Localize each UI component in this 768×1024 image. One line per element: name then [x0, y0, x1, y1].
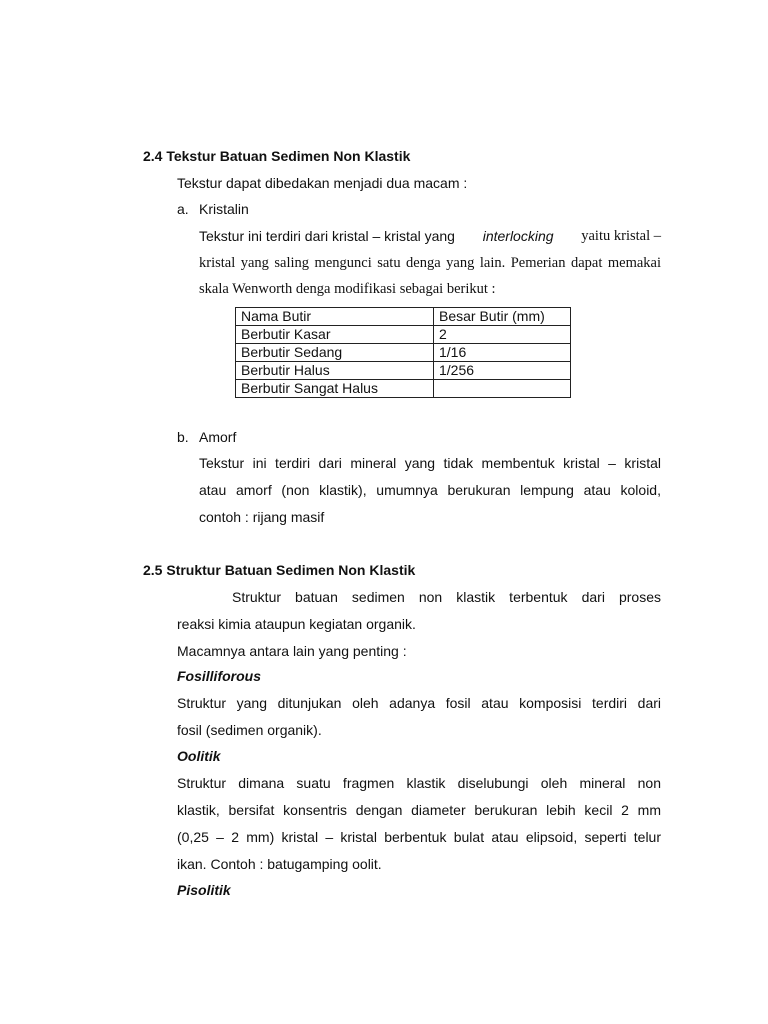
section-2-4-intro: Tekstur dapat dibedakan menjadi dua macam : [177, 175, 468, 191]
item-a-line-1 [199, 228, 661, 245]
item-b-title: Amorf [199, 429, 237, 445]
oolitik-line-3: (0,25 – 2 mm) kristal – kristal berbentuk bulat atau elipsoid, seperti telur [177, 829, 661, 845]
table-cell: 1/16 [434, 344, 571, 362]
grain-size-table [235, 307, 571, 398]
item-b-line-1: Tekstur ini terdiri dari mineral yang tidak membentuk kristal – kristal [199, 455, 661, 471]
oolitik-title: Oolitik [177, 748, 221, 764]
item-a-line-1-pre: Tekstur ini terdiri dari kristal – kristal yang [199, 228, 455, 244]
fosilliforous-line-1: Struktur yang ditunjukan oleh adanya fosil atau komposisi terdiri dari [177, 695, 661, 711]
item-a-marker: a. [177, 201, 189, 217]
section-2-5-para2: Macamnya antara lain yang penting : [177, 643, 407, 659]
item-b-line-2: atau amorf (non klastik), umumnya berukuran lempung atau koloid, [199, 482, 661, 498]
section-2-5-heading: 2.5 Struktur Batuan Sedimen Non Klastik [143, 562, 416, 578]
section-2-5-para1-line-2: reaksi kimia ataupun kegiatan organik. [177, 616, 416, 632]
table-cell: Berbutir Sedang [236, 344, 434, 362]
item-b-line-3: contoh : rijang masif [199, 509, 325, 525]
item-a-title: Kristalin [199, 201, 249, 217]
item-a-line-1-italic: interlocking [482, 228, 554, 244]
table-row [236, 380, 571, 398]
oolitik-line-1: Struktur dimana suatu fragmen klastik diselubungi oleh mineral non [177, 775, 661, 791]
table-cell: Berbutir Kasar [236, 326, 434, 344]
table-cell [434, 380, 571, 398]
table-header-cell: Besar Butir (mm) [434, 308, 571, 326]
oolitik-line-2: klastik, bersifat konsentris dengan diameter berukuran lebih kecil 2 mm [177, 802, 661, 818]
oolitik-line-4: ikan. Contoh : batugamping oolit. [177, 856, 382, 872]
item-a-line-3: skala Wenworth denga modifikasi sebagai berikut : [199, 281, 496, 297]
section-2-4-heading: 2.4 Tekstur Batuan Sedimen Non Klastik [143, 148, 411, 164]
table-row [236, 326, 571, 344]
fosilliforous-title: Fosilliforous [177, 668, 261, 684]
pisolitik-title: Pisolitik [177, 882, 231, 898]
table-cell: 1/256 [434, 362, 571, 380]
table-cell: Berbutir Sangat Halus [236, 380, 434, 398]
item-a-line-1-post: yaitu kristal – [581, 228, 661, 244]
table-row [236, 362, 571, 380]
table-header-row [236, 308, 571, 326]
item-b-marker: b. [177, 429, 189, 445]
section-2-5-para1-line-1: Struktur batuan sedimen non klastik terbentuk dari proses [232, 589, 661, 605]
table-cell: Berbutir Halus [236, 362, 434, 380]
table-header-cell: Nama Butir [236, 308, 434, 326]
table-cell: 2 [434, 326, 571, 344]
item-a-line-2: kristal yang saling mengunci satu denga yang lain. Pemerian dapat memakai [199, 255, 661, 271]
fosilliforous-line-2: fosil (sedimen organik). [177, 722, 322, 738]
table-row [236, 344, 571, 362]
